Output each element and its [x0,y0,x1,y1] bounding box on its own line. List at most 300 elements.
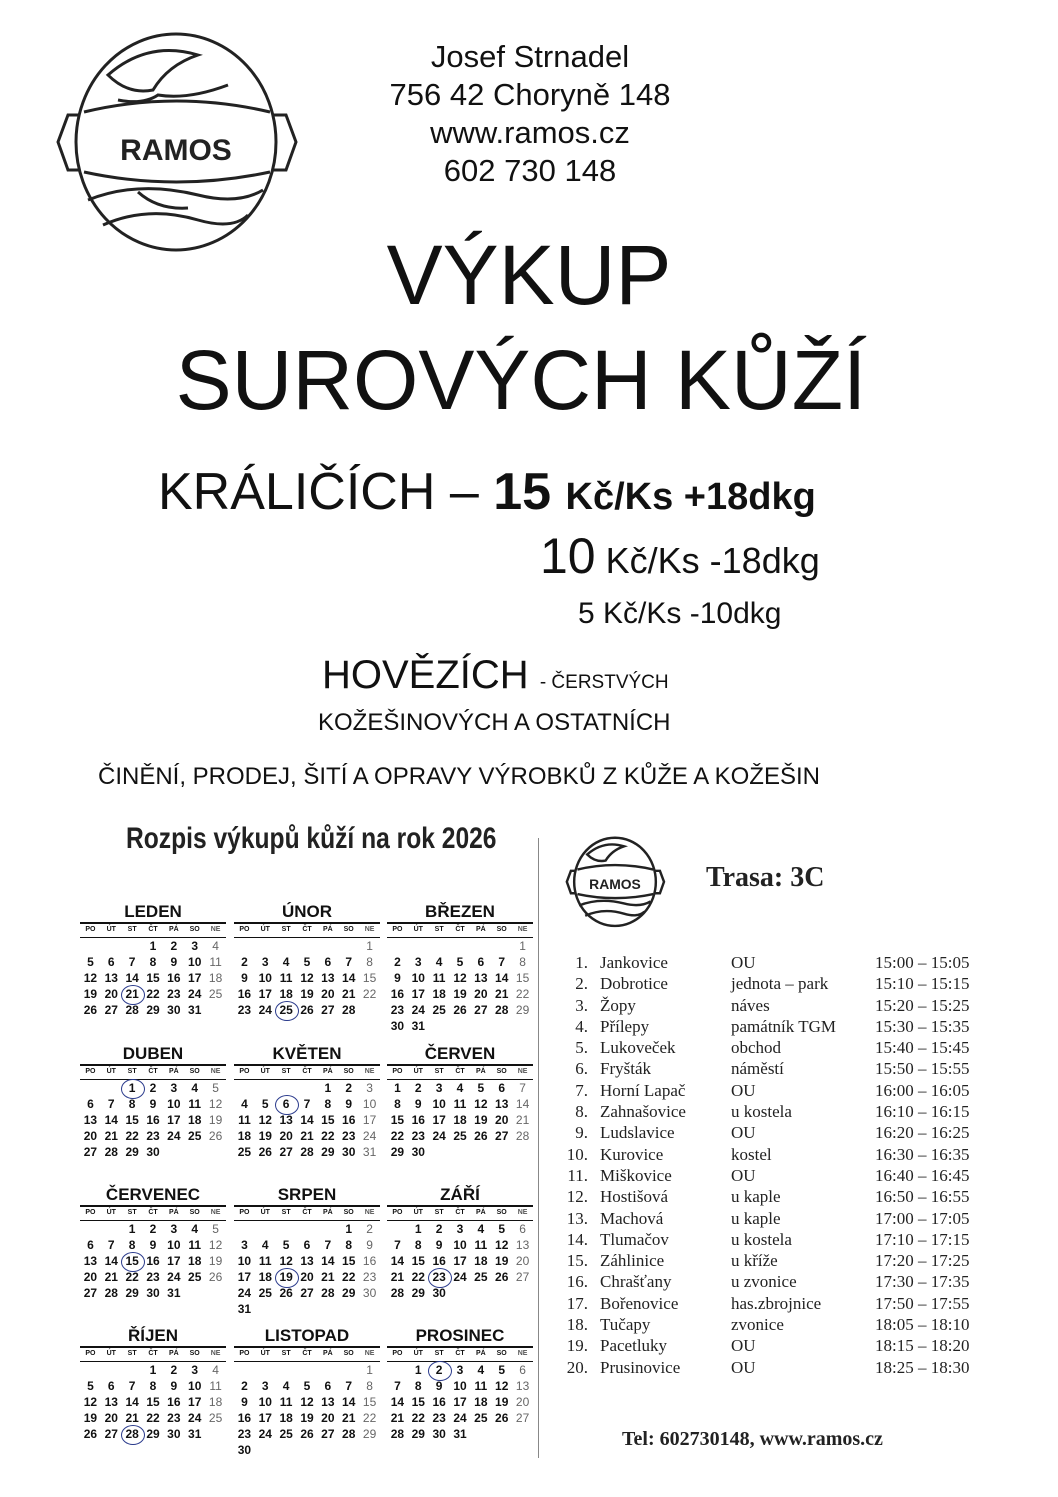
calendar-day: 23 [237,1003,252,1017]
calendar-day: 28 [342,1003,356,1017]
calendar-day: 24 [237,1286,252,1300]
calendar-day: 17 [167,1113,181,1127]
weekday-label: PO [85,1068,96,1075]
calendar-day: 5 [477,1081,485,1095]
calendar-day: 19 [495,1395,509,1409]
calendar-day: 19 [258,1129,272,1143]
calendar-day: 30 [411,1145,425,1159]
stop-number: 10. [566,1144,588,1164]
calendar-day: 4 [212,939,219,953]
calendar-day: 20 [83,1270,98,1284]
calendar-day: 27 [104,1003,118,1017]
stop-name: Zahnašovice [600,1102,686,1122]
calendar-day: 16 [390,987,405,1001]
calendar-day: 28 [104,1286,118,1300]
calendar-day: 24 [432,1129,446,1143]
empty-day [80,938,101,954]
calendar-day: 14 [300,1113,314,1127]
calendar-day: 8 [414,1238,422,1252]
weekday-header [387,1205,533,1221]
weekday-label: PÁ [168,1350,179,1357]
stop-place: OU [731,1080,756,1100]
calendar-day: 13 [83,1113,98,1127]
calendar-day: 28 [125,1003,139,1017]
calendar-day: 17 [453,1254,467,1268]
calendar-day: 9 [366,1238,373,1252]
month-name: BŘEZEN [425,902,495,921]
calendar-day: 1 [149,1363,157,1377]
weekday-label: PÁ [168,926,179,933]
calendar-day: 15 [342,1254,356,1268]
calendar-day: 12 [279,1254,293,1268]
calendar-day: 4 [191,1222,199,1236]
stop-number: 7. [575,1080,588,1100]
calendar-day: 9 [414,1097,422,1111]
calendar-day: 15 [362,1395,377,1409]
phone-number: 602 730 148 [443,153,617,188]
stop-time: 15:50 – 15:55 [875,1059,970,1079]
calendar-day: 14 [390,1395,405,1409]
calendar-day: 22 [146,1411,160,1425]
stop-place: OU [731,1336,756,1356]
stop-name: Bořenovice [600,1293,679,1313]
stop-place: OU [731,953,756,972]
calendar-day: 17 [237,1270,252,1284]
empty-day [491,938,512,954]
calendar-day-marked: 21 [122,986,143,1002]
weekday-label: ÚT [106,1350,116,1357]
calendar-day: 15 [125,1113,139,1127]
stop-time: 18:05 – 18:10 [875,1315,970,1335]
weekday-label: ST [281,1350,291,1357]
calendar-month [234,902,380,1018]
calendar-day: 20 [104,987,118,1001]
weekday-label: ST [434,1209,444,1216]
calendar-day: 28 [390,1286,405,1300]
empty-day [255,1221,276,1237]
empty-day [387,1362,408,1378]
calendar-month [80,902,226,1018]
calendar-day: 3 [414,955,422,969]
calendar-day: 29 [411,1427,425,1441]
calendar-day: 22 [515,987,530,1001]
stop-time: 16:50 – 16:55 [875,1187,970,1207]
calendar-day: 15 [321,1113,335,1127]
hovezi-row [322,652,669,706]
calendar-day: 12 [83,971,98,985]
weekday-label: PO [392,926,403,933]
weekday-label: ČT [302,1350,312,1357]
stop-time: 17:00 – 17:05 [875,1208,970,1228]
stop-number: 4. [575,1016,588,1036]
month-name: ZÁŘÍ [440,1185,480,1204]
calendar-day: 18 [453,1113,467,1127]
weekday-label: SO [343,1209,354,1216]
stop-number: 11. [567,1165,588,1185]
weekday-header [80,1205,226,1221]
calendar-day: 7 [128,1379,136,1393]
stop-place: obchod [731,1038,782,1058]
calendar-day: 12 [300,1395,314,1409]
calendar-day: 29 [362,1427,377,1441]
calendar-day: 21 [125,1411,139,1425]
stop-name: Hostišová [600,1187,668,1207]
calendar-day: 9 [149,1238,157,1252]
weekday-label: PO [239,1068,250,1075]
weekday-label: NE [210,926,221,933]
empty-day [122,938,143,954]
calendar-day: 6 [303,1238,311,1252]
calendar-day: 3 [435,1081,443,1095]
weekday-label: ČT [148,1068,158,1075]
calendar-day: 6 [324,955,332,969]
calendar-day: 23 [432,1411,446,1425]
weekday-label: NE [210,1209,221,1216]
weekday-label: PÁ [475,1068,486,1075]
calendar-day: 13 [515,1379,530,1393]
stop-time: 16:30 – 16:35 [875,1144,970,1164]
calendar-day: 26 [279,1286,293,1300]
calendar-day: 16 [362,1254,377,1268]
calendar-day: 2 [170,939,178,953]
calendar-day: 20 [83,1129,98,1143]
calendar-day: 11 [188,1097,202,1111]
weekday-label: NE [517,1209,528,1216]
empty-day [470,938,491,954]
calendar-day: 16 [146,1113,160,1127]
calendar-day: 27 [83,1286,98,1300]
stop-place: jednota – park [731,974,829,994]
price-row-2 [540,528,820,584]
calendar-day: 16 [167,971,181,985]
calendar-day: 6 [87,1097,94,1111]
calendar-day: 17 [411,987,425,1001]
empty-day [338,1362,359,1378]
stop-place: památník TGM [731,1016,836,1036]
calendar-day: 18 [208,1395,223,1409]
calendar-day: 27 [515,1411,530,1425]
calendar-day: 22 [411,1270,425,1284]
calendar-day: 10 [453,1379,467,1393]
weekday-label: SO [496,1068,507,1075]
calendar-day: 11 [258,1254,272,1268]
calendar-month [80,1185,226,1301]
calendar-day: 25 [474,1411,488,1425]
stop-name: Přílepy [600,1016,650,1036]
weekday-label: ST [127,1068,137,1075]
calendar-day: 27 [474,1003,488,1017]
calendar-day: 28 [104,1145,118,1159]
calendar-day: 1 [414,1363,422,1377]
weekday-label: NE [364,1350,375,1357]
weekday-label: ČT [455,1068,465,1075]
weekday-label: SO [343,1068,354,1075]
stop-name: Záhlinice [600,1251,665,1271]
empty-day [255,1362,276,1378]
empty-day [297,1362,318,1378]
stop-place: u kostela [731,1102,792,1122]
calendar-day: 7 [324,1238,332,1252]
empty-day [234,938,255,954]
calendar-day: 9 [241,1395,248,1409]
calendar-day: 18 [474,1395,488,1409]
calendar-day: 7 [128,955,136,969]
calendar-day: 27 [83,1145,98,1159]
month-name: ŘÍJEN [127,1326,179,1345]
calendar-day: 7 [107,1238,115,1252]
empty-day [387,938,408,954]
weekday-label: PO [239,926,250,933]
calendar-day: 25 [258,1286,272,1300]
column-divider [538,838,539,1458]
calendar-day: 25 [432,1003,446,1017]
weekday-label: ST [281,1209,291,1216]
weekday-label: SO [496,1209,507,1216]
calendar-day: 20 [321,1411,335,1425]
calendar-day: 18 [279,1411,293,1425]
calendar-day: 10 [362,1097,377,1111]
calendar-day: 14 [495,971,509,985]
calendar-day: 2 [366,1222,373,1236]
route-title: Trasa: 3C [706,862,825,893]
stop-number: 18. [566,1315,588,1335]
calendar-day: 3 [261,955,269,969]
stop-number: 5. [575,1038,588,1058]
calendar-day: 4 [435,955,443,969]
weekday-label: PÁ [322,1068,333,1075]
weekday-label: ÚT [106,1068,116,1075]
empty-day [234,1362,255,1378]
weekday-label: SO [343,926,354,933]
empty-day [276,938,297,954]
calendar-day: 24 [167,1270,181,1284]
calendar-day: 20 [104,1411,118,1425]
kozesinove-row: KOŽEŠINOVÝCH A OSTATNÍCH [318,709,671,736]
calendar-month [234,1044,380,1160]
calendar-day: 31 [188,1427,202,1441]
empty-day [297,1080,318,1096]
stop-time: 15:40 – 15:45 [875,1038,970,1058]
weekday-label: SO [496,1350,507,1357]
stop-time: 15:30 – 15:35 [875,1016,970,1036]
calendar-day: 20 [515,1254,530,1268]
weekday-label: ST [127,926,137,933]
calendar-day: 21 [300,1129,314,1143]
weekday-label: PO [392,1350,403,1357]
weekday-label: NE [210,1068,221,1075]
calendar-day: 6 [519,1222,526,1236]
calendar-day: 26 [495,1411,509,1425]
calendar-month [387,1326,533,1442]
empty-day [297,938,318,954]
month-name: KVĚTEN [272,1044,342,1063]
calendar-day: 9 [241,971,248,985]
calendar-day: 14 [515,1097,530,1111]
empty-day [234,1080,255,1096]
stop-name: Machová [600,1208,664,1228]
empty-day [234,1221,255,1237]
calendar-day: 5 [212,1222,219,1236]
calendar-day: 2 [241,955,248,969]
calendar-day: 9 [394,971,401,985]
footer-contact: Tel: 602730148, www.ramos.cz [622,1428,883,1450]
calendar-day: 7 [498,955,506,969]
weekday-label: ST [434,1350,444,1357]
calendar-day: 24 [453,1411,467,1425]
calendar-day: 23 [390,1003,405,1017]
weekday-label: PÁ [168,1209,179,1216]
calendar-day: 9 [170,1379,178,1393]
calendar-day: 21 [104,1270,118,1284]
calendar-day: 12 [208,1097,223,1111]
calendar-day: 30 [362,1286,377,1300]
weekday-label: PÁ [168,1068,179,1075]
calendar-day: 6 [107,1379,115,1393]
calendar-day: 7 [107,1097,115,1111]
calendar-day: 24 [258,1427,272,1441]
calendar-day: 3 [366,1081,373,1095]
calendar-month [387,1185,533,1301]
calendar-day: 2 [241,1379,248,1393]
hovezi-note: - ČERSTVÝCH [539,672,669,693]
calendar-day: 8 [128,1238,136,1252]
price-1-value: 15 [493,463,552,521]
weekday-label: SO [189,1068,200,1075]
calendar-day: 7 [519,1081,526,1095]
stop-name: Jankovice [600,953,668,972]
weekday-label: PÁ [322,1209,333,1216]
calendar-day: 28 [495,1003,509,1017]
calendar-day: 31 [411,1019,425,1033]
calendar-day: 7 [345,1379,353,1393]
month-name: LISTOPAD [264,1326,350,1345]
calendar-day: 13 [104,971,118,985]
calendar-day: 27 [495,1129,509,1143]
stop-time: 18:25 – 18:30 [875,1357,970,1377]
calendar-day-marked: 1 [122,1080,143,1096]
ramos-logo-small [562,832,668,930]
calendar-month [387,902,533,1034]
calendar-day-marked: 6 [276,1096,297,1112]
calendar-day: 19 [474,1113,488,1127]
calendar-day: 14 [342,971,356,985]
stop-number: 17. [566,1293,588,1313]
weekday-header [80,1064,226,1080]
calendar-day: 15 [515,971,530,985]
calendar-day: 8 [366,1379,373,1393]
calendar-day: 5 [212,1081,219,1095]
address-block [330,38,730,190]
calendar-day: 7 [394,1379,401,1393]
calendar-day: 8 [149,955,157,969]
calendar-day: 23 [342,1129,356,1143]
weekday-label: ST [127,1209,137,1216]
calendar-day: 6 [107,955,115,969]
calendar-day: 1 [149,939,157,953]
owner-name: Josef Strnadel [430,39,630,74]
calendar-day: 26 [258,1145,272,1159]
calendar-day: 5 [498,1222,506,1236]
calendar-day: 5 [282,1238,290,1252]
calendar-day: 23 [146,1270,160,1284]
empty-day [450,938,471,954]
calendar-day: 26 [83,1003,98,1017]
stop-name: Žopy [600,995,636,1015]
calendar-day: 28 [300,1145,314,1159]
weekday-label: PÁ [475,1350,486,1357]
calendar-day: 30 [146,1286,160,1300]
stop-place: u kostela [731,1229,792,1249]
calendar-day: 16 [411,1113,425,1127]
stop-number: 2. [575,974,588,994]
calendar-day: 10 [258,971,272,985]
stop-place: zvonice [731,1315,784,1335]
weekday-label: PO [392,1209,403,1216]
calendar-day: 1 [394,1081,401,1095]
stop-time: 16:40 – 16:45 [875,1165,970,1185]
calendar-day: 19 [208,1254,223,1268]
calendar-day: 25 [237,1145,252,1159]
calendar-day: 29 [146,1427,160,1441]
calendar-month [234,1185,380,1317]
weekday-header [387,1064,533,1080]
stop-place: u kaple [731,1187,781,1207]
calendar-day: 29 [411,1286,425,1300]
hovezi-label: HOVĚZÍCH [322,653,529,697]
calendar-day: 13 [279,1113,293,1127]
calendar-day: 22 [362,1411,377,1425]
calendar-day: 8 [324,1097,332,1111]
weekday-label: ÚT [260,1068,270,1075]
weekday-label: PO [85,1209,96,1216]
calendar-day: 19 [300,1411,314,1425]
calendar-day: 17 [432,1113,446,1127]
calendar-day: 4 [282,955,290,969]
calendar-day: 6 [498,1081,506,1095]
calendar-day: 17 [188,1395,202,1409]
calendar-day: 23 [167,987,181,1001]
calendar-day: 9 [345,1097,353,1111]
calendar-day: 5 [456,955,464,969]
calendar-day: 4 [191,1081,199,1095]
weekday-header [387,922,533,938]
ramos-logo [48,20,304,260]
calendar-day: 13 [495,1097,509,1111]
calendar-day: 6 [87,1238,94,1252]
calendar-day: 1 [128,1222,136,1236]
calendar-day: 16 [146,1254,160,1268]
weekday-label: PO [239,1350,250,1357]
calendar-day: 2 [435,1222,443,1236]
empty-day [387,1221,408,1237]
calendar-day: 23 [146,1129,160,1143]
weekday-label: SO [189,926,200,933]
price-1-unit: Kč/Ks +18dkg [565,476,816,518]
calendar-day: 10 [258,1395,272,1409]
empty-day [317,1221,338,1237]
calendar-day: 19 [83,987,98,1001]
calendar-day: 26 [208,1129,223,1143]
calendar-day: 20 [279,1129,293,1143]
calendar-day: 7 [303,1097,311,1111]
calendar-day: 20 [474,987,488,1001]
stop-time: 15:20 – 15:25 [875,995,970,1015]
weekday-label: ÚT [413,926,423,933]
calendar-day: 16 [342,1113,356,1127]
weekday-header [80,1346,226,1362]
empty-day [317,1362,338,1378]
weekday-label: SO [496,926,507,933]
